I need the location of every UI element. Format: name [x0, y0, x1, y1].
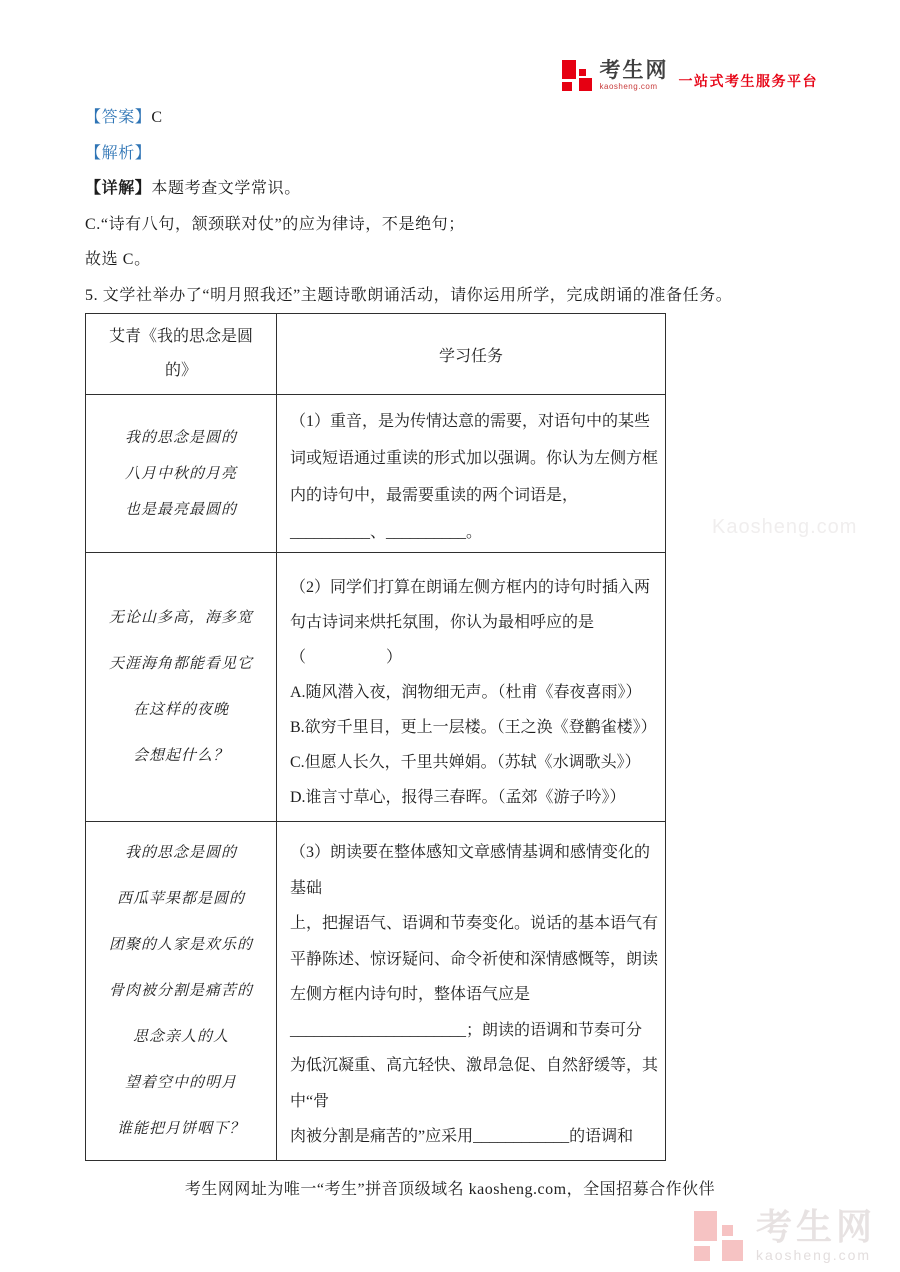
task-cell-1 [277, 395, 666, 553]
brand-tagline: 一站式考生服务平台 [678, 72, 818, 89]
poem-line: 思念亲人的人 [132, 1029, 229, 1045]
task-line: 平静陈述、惊讶疑问、命令祈使和深情感慨等，朗读 [290, 950, 659, 968]
task-line: 句古诗词来烘托氛围，你认为最相呼应的是 [290, 613, 595, 631]
logo-block [579, 69, 586, 76]
poem-line: 团聚的人家是欢乐的 [108, 937, 253, 953]
explanation-option-c: C.“诗有八句，颔颈联对仗”的应为律诗，不是绝句； [85, 215, 465, 233]
brand-text [600, 60, 669, 91]
task-option-a: A.随风潜入夜，润物细无声。（杜甫《春夜喜雨》） [290, 683, 642, 701]
logo-block [562, 82, 572, 91]
kaosheng-logo-icon [562, 60, 594, 91]
logo-block [694, 1246, 710, 1261]
watermark-text [755, 1206, 876, 1263]
task-line: 词或短语通过重读的形式加以强调。你认为左侧方框 [290, 449, 659, 467]
logo-block [722, 1225, 733, 1236]
poem-line: 我的思念是圆的 [124, 845, 237, 861]
task-option-b: B.欲穷千里目，更上一层楼。（王之涣《登鹳雀楼》） [290, 718, 657, 736]
poem-line: 骨肉被分割是痛苦的 [108, 983, 253, 999]
task-line: 左侧方框内诗句时，整体语气应是 [290, 986, 531, 1004]
table-header-poem-title [86, 314, 277, 395]
question-table [85, 313, 666, 1161]
table-header-row [86, 314, 666, 395]
detail-label: 【详解】 [85, 180, 152, 197]
poem-cell-1 [86, 395, 277, 553]
logo-block [562, 60, 576, 79]
logo-block [694, 1211, 717, 1241]
task-line-blank: （ ） [290, 648, 403, 666]
logo-block [722, 1240, 743, 1261]
answer-value: C [151, 109, 163, 126]
detail-line [85, 171, 825, 207]
brand-domain: kaosheng.com [599, 82, 658, 91]
answer-section [85, 100, 825, 313]
task-line: 中“骨 [290, 1092, 330, 1110]
side-watermark: Kaosheng.com [712, 516, 858, 538]
task-line: 基础 [290, 879, 323, 897]
task-option-c: C.但愿人长久，千里共婵娟。（苏轼《水调歌头》） [290, 753, 641, 771]
watermark-name: 考生网 [755, 1206, 876, 1247]
table-header-task-title: 学习任务 [277, 314, 666, 395]
table-row [86, 553, 666, 822]
poem-line: 我的思念是圆的 [124, 429, 237, 446]
header-left-line: 艾青《我的思念是圆 [108, 328, 253, 345]
task-line: 为低沉凝重、高亢轻快、激昂急促、自然舒缓等，其 [290, 1057, 659, 1075]
task-line-blank: ______________________；朗读的语调和节奏可分 [290, 1021, 643, 1039]
poem-line: 八月中秋的月亮 [124, 465, 237, 482]
kaosheng-watermark-icon [694, 1211, 746, 1261]
detail-text: 本题考查文学常识。 [151, 180, 301, 197]
brand-logo [562, 60, 819, 91]
poem-line: 西瓜苹果都是圆的 [116, 891, 245, 907]
question-5-stem: 5. 文学社举办了“明月照我还”主题诗歌朗诵活动，请你运用所学，完成朗诵的准备任务。 [85, 286, 733, 304]
task-line: （2）同学们打算在朗诵左侧方框内的诗句时插入两 [290, 578, 651, 596]
task-line: 上，把握语气、语调和节奏变化。说话的基本语气有 [290, 915, 659, 933]
answer-label: 【答案】 [85, 109, 152, 126]
poem-cell-3 [86, 822, 277, 1161]
task-line: （1）重音，是为传情达意的需要，对语句中的某些 [290, 412, 651, 430]
poem-line: 无论山多高，海多宽 [108, 610, 253, 626]
task-cell-2 [277, 553, 666, 822]
poem-line: 天涯海角都能看见它 [108, 656, 253, 672]
poem-line: 谁能把月饼咽下？ [116, 1121, 245, 1137]
brand-name: 考生网 [599, 59, 669, 82]
watermark-domain: kaosheng.com [755, 1247, 872, 1263]
bottom-watermark-logo [694, 1206, 876, 1263]
task-line: （3）朗读要在整体感知文章感情基调和感情变化的 [290, 844, 651, 862]
poem-line: 也是最亮最圆的 [124, 501, 237, 518]
footer-text: 考生网网址为唯一“考生”拼音顶级域名 kaosheng.com，全国招募合作伙伴 [184, 1181, 716, 1198]
task-line: 内的诗句中，最需要重读的两个词语是， [290, 486, 579, 504]
table-row [86, 395, 666, 553]
analysis-label: 【解析】 [85, 144, 152, 162]
task-line-blank: 肉被分割是痛苦的”应采用____________的语调和 [290, 1128, 634, 1146]
poem-cell-2 [86, 553, 277, 822]
answer-line [85, 100, 825, 136]
poem-line: 望着空中的明月 [124, 1075, 237, 1091]
table-row [86, 822, 666, 1161]
analysis-line [85, 136, 825, 172]
task-option-d: D.谁言寸草心，报得三春晖。（孟郊《游子吟》） [290, 788, 626, 806]
logo-block [579, 78, 592, 91]
task-cell-3 [277, 822, 666, 1161]
poem-line: 会想起什么？ [132, 748, 229, 764]
task-line-blank: __________、__________。 [290, 523, 483, 541]
header-left-line: 的》 [164, 362, 197, 379]
explanation-conclusion: 故选 C。 [85, 251, 151, 268]
poem-line: 在这样的夜晚 [132, 702, 229, 718]
